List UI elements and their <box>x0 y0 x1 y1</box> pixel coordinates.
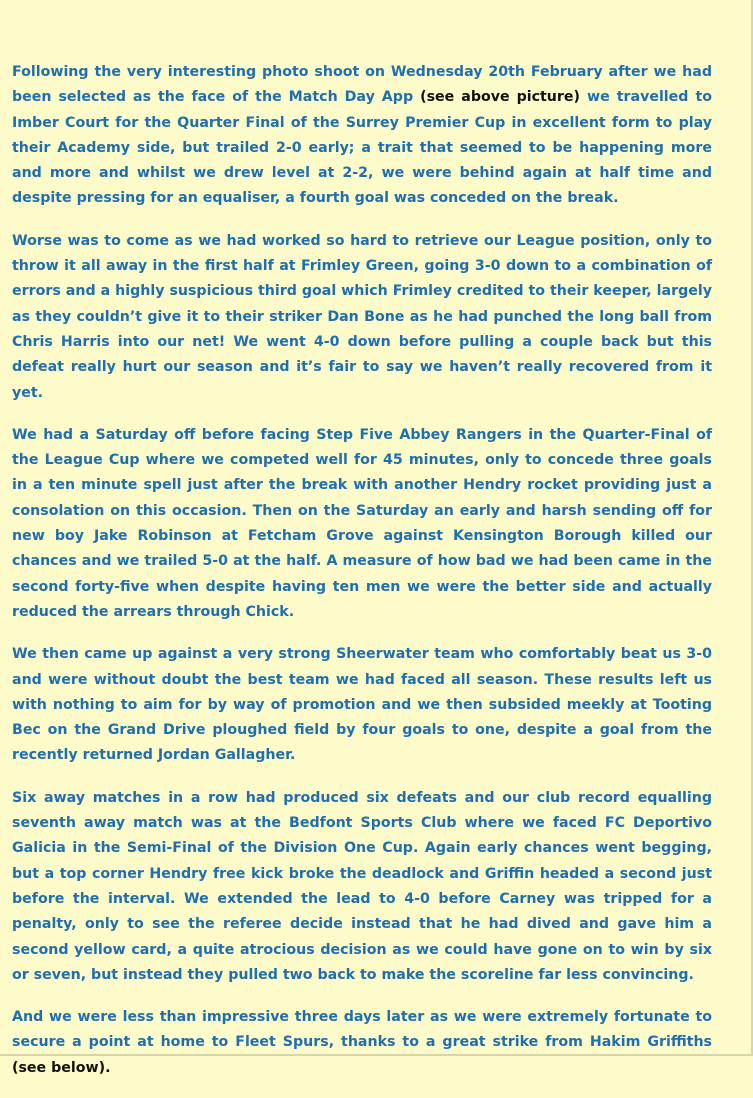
paragraph-5: Six away matches in a row had produced six defeats and our club record equalling seventh away match was at the Bedfont Sports Club where we faced FC Deportivo Galicia in the Semi-Final of the Division One Cup. Again early chances went begging, but a top corner Hendry free kick broke the deadlock and Griffin headed a second just before the interval. We extended the lead to 4-0 before Carney was tripped for a penalty, only to see the referee decide instead that he had dived and gave him a second yellow card, a quite atrocious decision as we could have gone on to win by six or seven, but instead they pulled two back to make the scoreline far less convincing. <box>12 789 712 983</box>
paragraph-1-text-c: we travelled to Imber Court for the Quarter Final of the Surrey Premier Cup in excellent form to play their Academy side, but trailed 2-0 early; a trait that seemed to be happening more and more and whilst we drew level at 2-2, we were behind again at half time and despite pressing for an equaliser, a fourth goal was conceded on the break. <box>12 89 712 207</box>
see-above-picture-note: (see above picture) <box>420 89 581 106</box>
see-below-note: (see below). <box>12 1059 111 1076</box>
paragraph-1-text-a: Following the very interesting photo shoot on Wednesday 20th February after we had been selected as the face of the Match Day App <box>12 64 712 106</box>
paragraph-6-text-a: And we were less than impressive three days later as we were extremely fortunate to secure a point at home to Fleet Spurs, thanks to a great strike from Hakim Griffiths <box>12 1009 712 1051</box>
article-body <box>12 60 712 1098</box>
paragraph-4: We then came up against a very strong Sheerwater team who comfortably beat us 3-0 and were without doubt the best team we had faced all season. These results left us with nothing to aim for by way of promotion and we then subsided meekly at Tooting Bec on the Grand Drive ploughed field by four goals to one, despite a goal from the recently returned Jordan Gallagher. <box>12 646 712 764</box>
paragraph-3: We had a Saturday off before facing Step Five Abbey Rangers in the Quarter-Final of the League Cup where we competed well for 45 minutes, only to concede three goals in a ten minute spell just after the break with another Hendry rocket providing just a consolation on this occasion. Then on the Saturday an early and harsh sending off for new boy Jake Robinson at Fetcham Grove against Kensington Borough killed our chances and we trailed 5-0 at the half. A measure of how bad we had been came in the second forty-five when despite having ten men we were the better side and actually reduced the arrears through Chick. <box>12 426 712 620</box>
paragraph-6 <box>12 1005 712 1081</box>
paragraph-2: Worse was to come as we had worked so hard to retrieve our League position, only to throw it all away in the first half at Frimley Green, going 3-0 down to a combination of errors and a highly suspicious third goal which Frimley credited to their keeper, largely as they couldn’t give it to their striker Dan Bone as he had punched the long ball from Chris Harris into our net! We went 4-0 down before pulling a couple back but this defeat really hurt our season and it’s fair to say we haven’t really recovered from it yet. <box>12 232 712 401</box>
paragraph-1 <box>12 60 712 212</box>
